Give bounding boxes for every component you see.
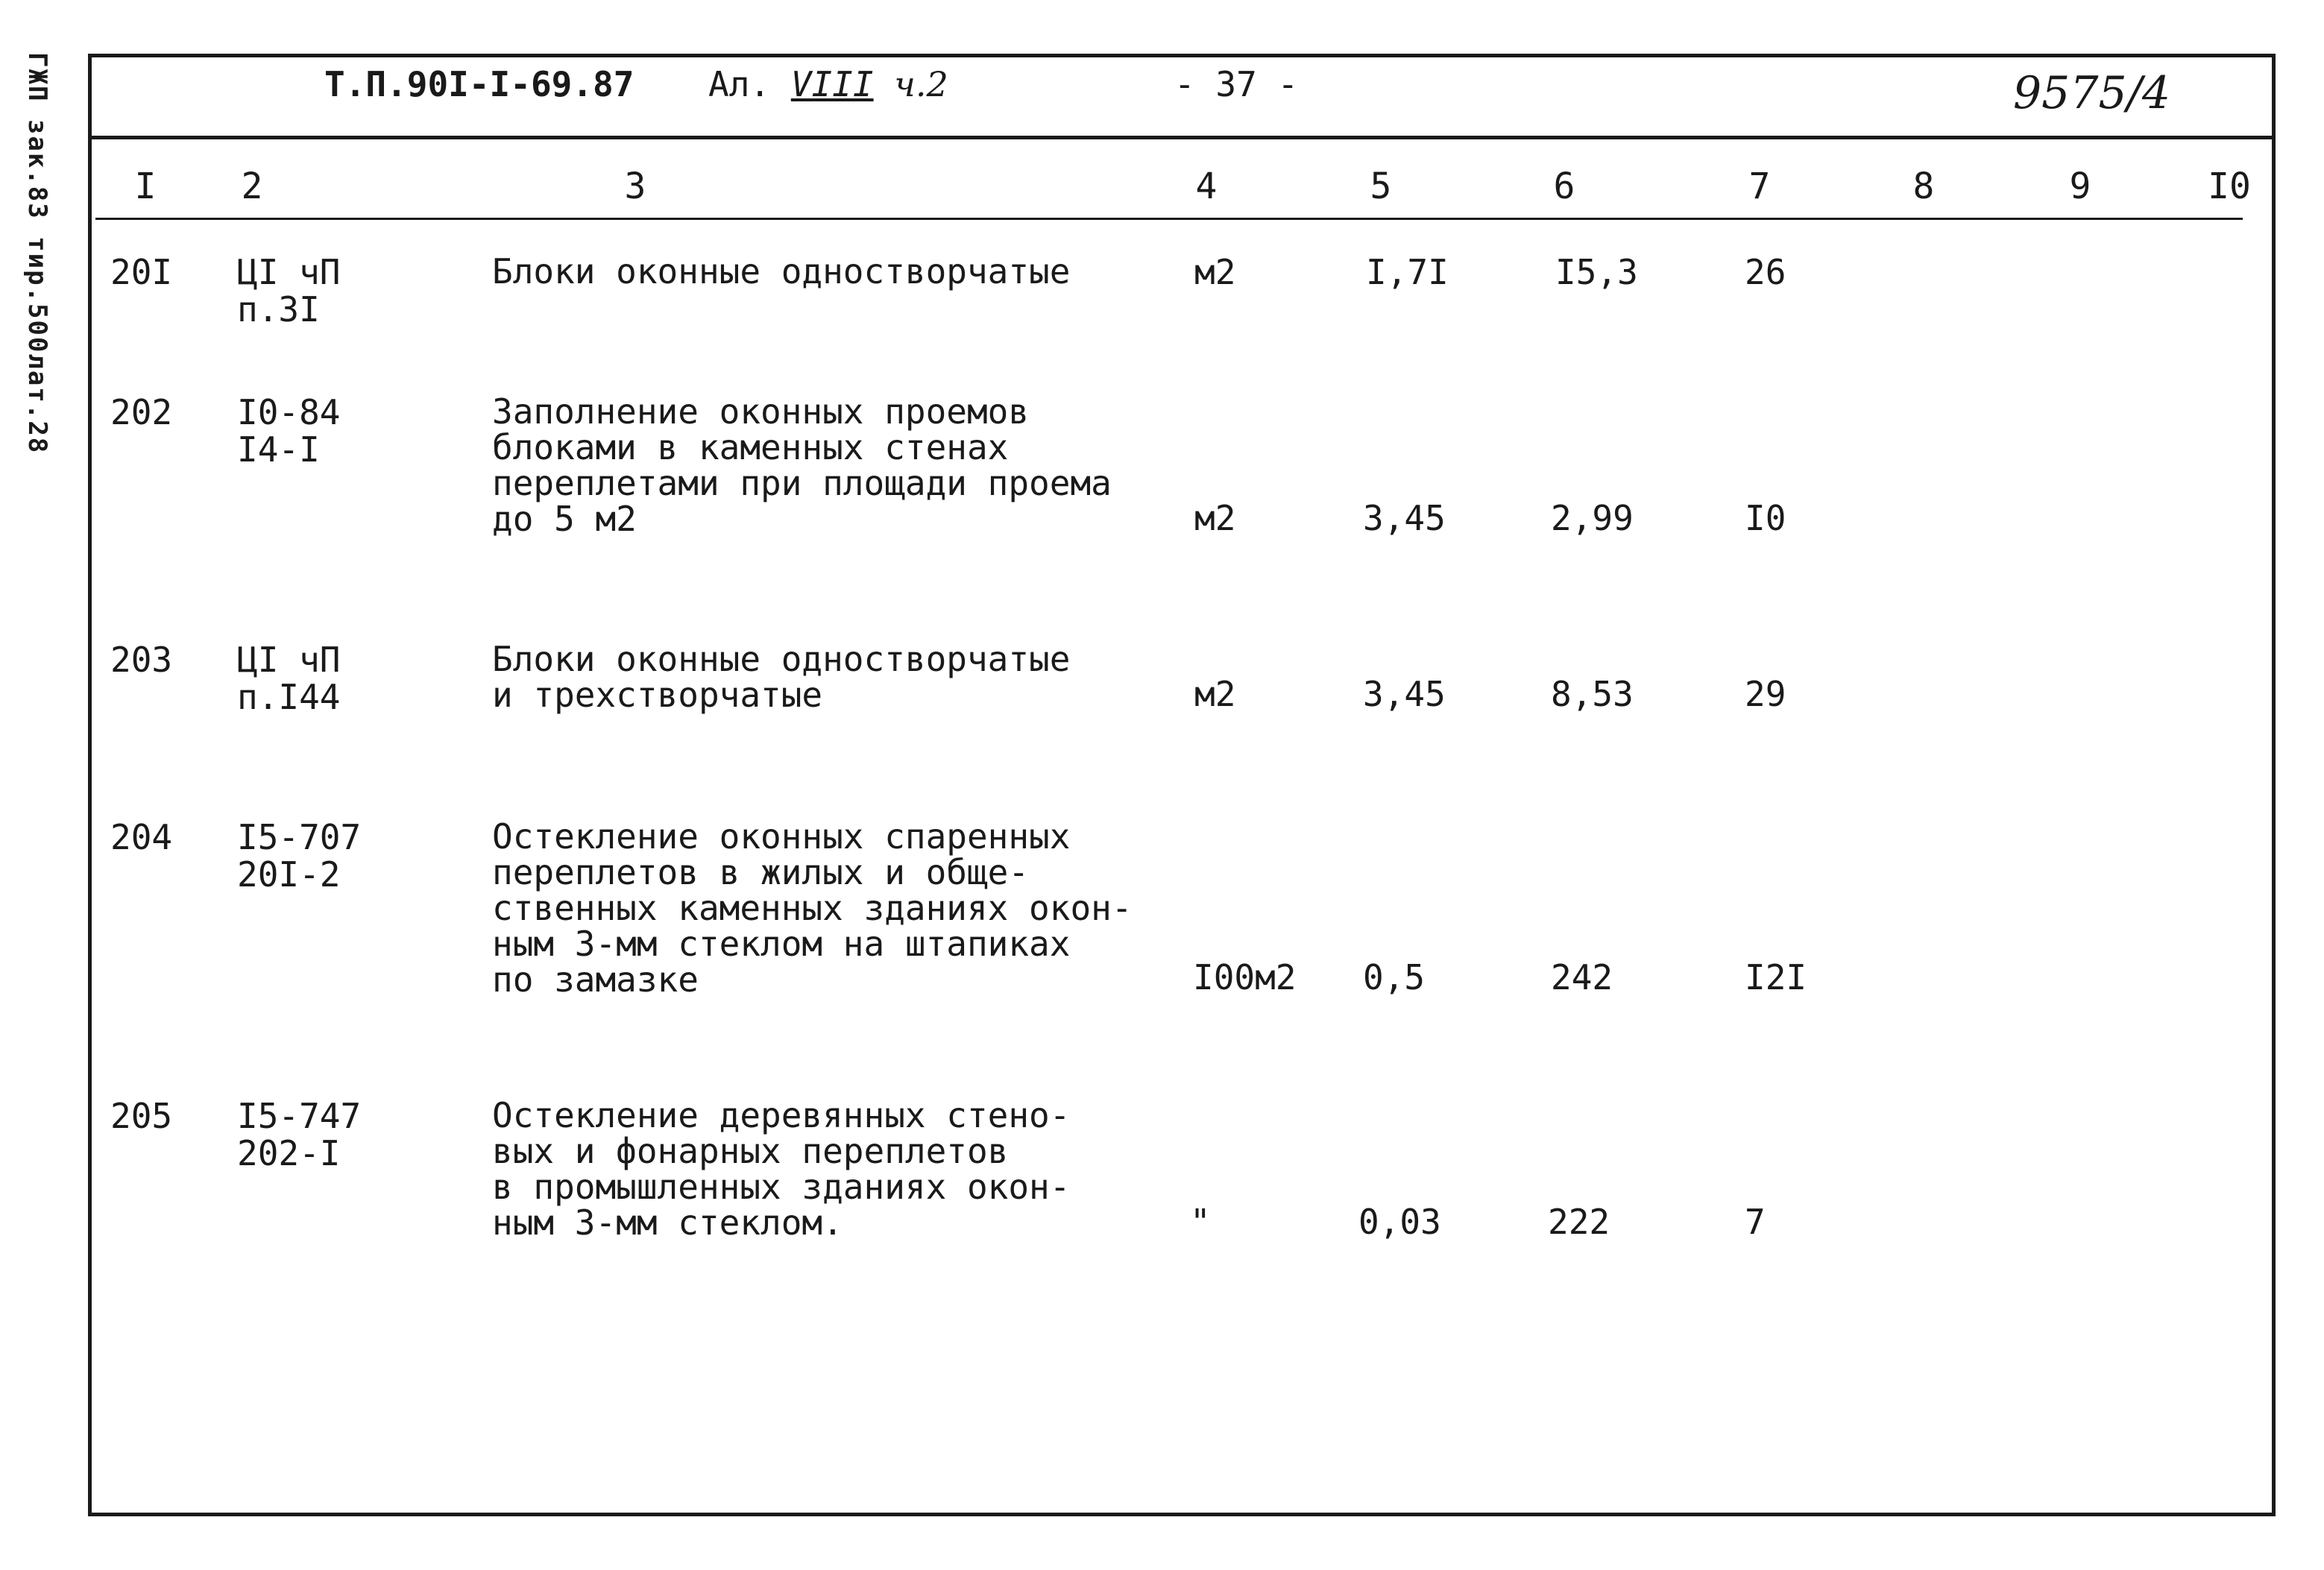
row-unit-price: 2,99 [1551, 498, 1634, 538]
row-code: I5-707 20I-2 [237, 817, 362, 895]
row-description: Блоки оконные одностворчатые и трехстворчатые [492, 639, 1071, 715]
row-number: 205 [110, 1096, 173, 1136]
row-quantity: 3,45 [1363, 674, 1446, 714]
album-reference [708, 64, 948, 104]
document-frame [88, 54, 2276, 1516]
side-stamp-text: ГЖП зак.83 тир.500лат.28 [22, 52, 52, 455]
album-part: ч.2 [894, 64, 948, 104]
row-unit: м2 [1194, 674, 1236, 714]
row-code: I5-747 202-I [237, 1096, 362, 1173]
row-total: 29 [1745, 674, 1786, 714]
side-print-stamp [13, 52, 58, 470]
header-divider [88, 136, 2276, 139]
row-code: I0-84 I4-I [237, 392, 341, 470]
row-code: ЦI чП п.3I [237, 252, 341, 330]
row-quantity: 0,03 [1358, 1202, 1441, 1242]
row-description: Остекление деревянных стено- вых и фонарных переплетов в промышленных зданиях окон- ным 3-мм стеклом. [492, 1095, 1071, 1243]
column-number: 9 [2069, 165, 2091, 207]
column-number: I0 [2208, 165, 2251, 207]
column-header-underline [95, 218, 2243, 220]
column-number: I [134, 165, 157, 207]
row-number: 202 [110, 392, 173, 432]
album-number: VIII [790, 64, 874, 104]
column-number: 4 [1195, 165, 1218, 207]
row-quantity: I,7I [1366, 252, 1449, 292]
row-code: ЦI чП п.I44 [237, 640, 341, 717]
row-description: Заполнение оконных проемов блоками в каменных стенах переплетами при площади проема до 5 м2 [492, 391, 1112, 539]
column-number: 6 [1553, 165, 1575, 207]
row-unit-price: 242 [1551, 957, 1613, 997]
row-unit: " [1190, 1202, 1211, 1242]
row-total: I2I [1745, 957, 1807, 997]
column-number: 8 [1912, 165, 1935, 207]
row-total: I0 [1745, 498, 1786, 538]
row-total: 7 [1745, 1202, 1766, 1242]
row-quantity: 3,45 [1363, 498, 1446, 538]
document-code: Т.П.90I-I-69.87 [324, 64, 634, 104]
row-quantity: 0,5 [1363, 957, 1426, 997]
column-number: 2 [241, 165, 263, 207]
row-total: 26 [1745, 252, 1786, 292]
row-number: 203 [110, 640, 173, 680]
page-number: - 37 - [1174, 64, 1299, 104]
inventory-number: 9575/4 [2013, 67, 2171, 119]
row-number: 204 [110, 817, 173, 857]
row-description: Блоки оконные одностворчатые [492, 251, 1071, 291]
column-number: 3 [624, 165, 646, 207]
row-unit: I00м2 [1193, 957, 1297, 997]
row-unit: м2 [1194, 498, 1236, 538]
row-unit: м2 [1194, 252, 1236, 292]
column-number: 7 [1748, 165, 1771, 207]
row-unit-price: 8,53 [1551, 674, 1634, 714]
column-number: 5 [1370, 165, 1392, 207]
row-unit-price: 222 [1548, 1202, 1610, 1242]
row-description: Остекление оконных спаренных переплетов в жилых и обще- ственных каменных зданиях окон- ным 3-мм стеклом на штапиках по замазке [492, 816, 1133, 1000]
row-unit-price: I5,3 [1555, 252, 1638, 292]
row-number: 20I [110, 252, 173, 292]
album-prefix: Ал. [708, 64, 771, 104]
